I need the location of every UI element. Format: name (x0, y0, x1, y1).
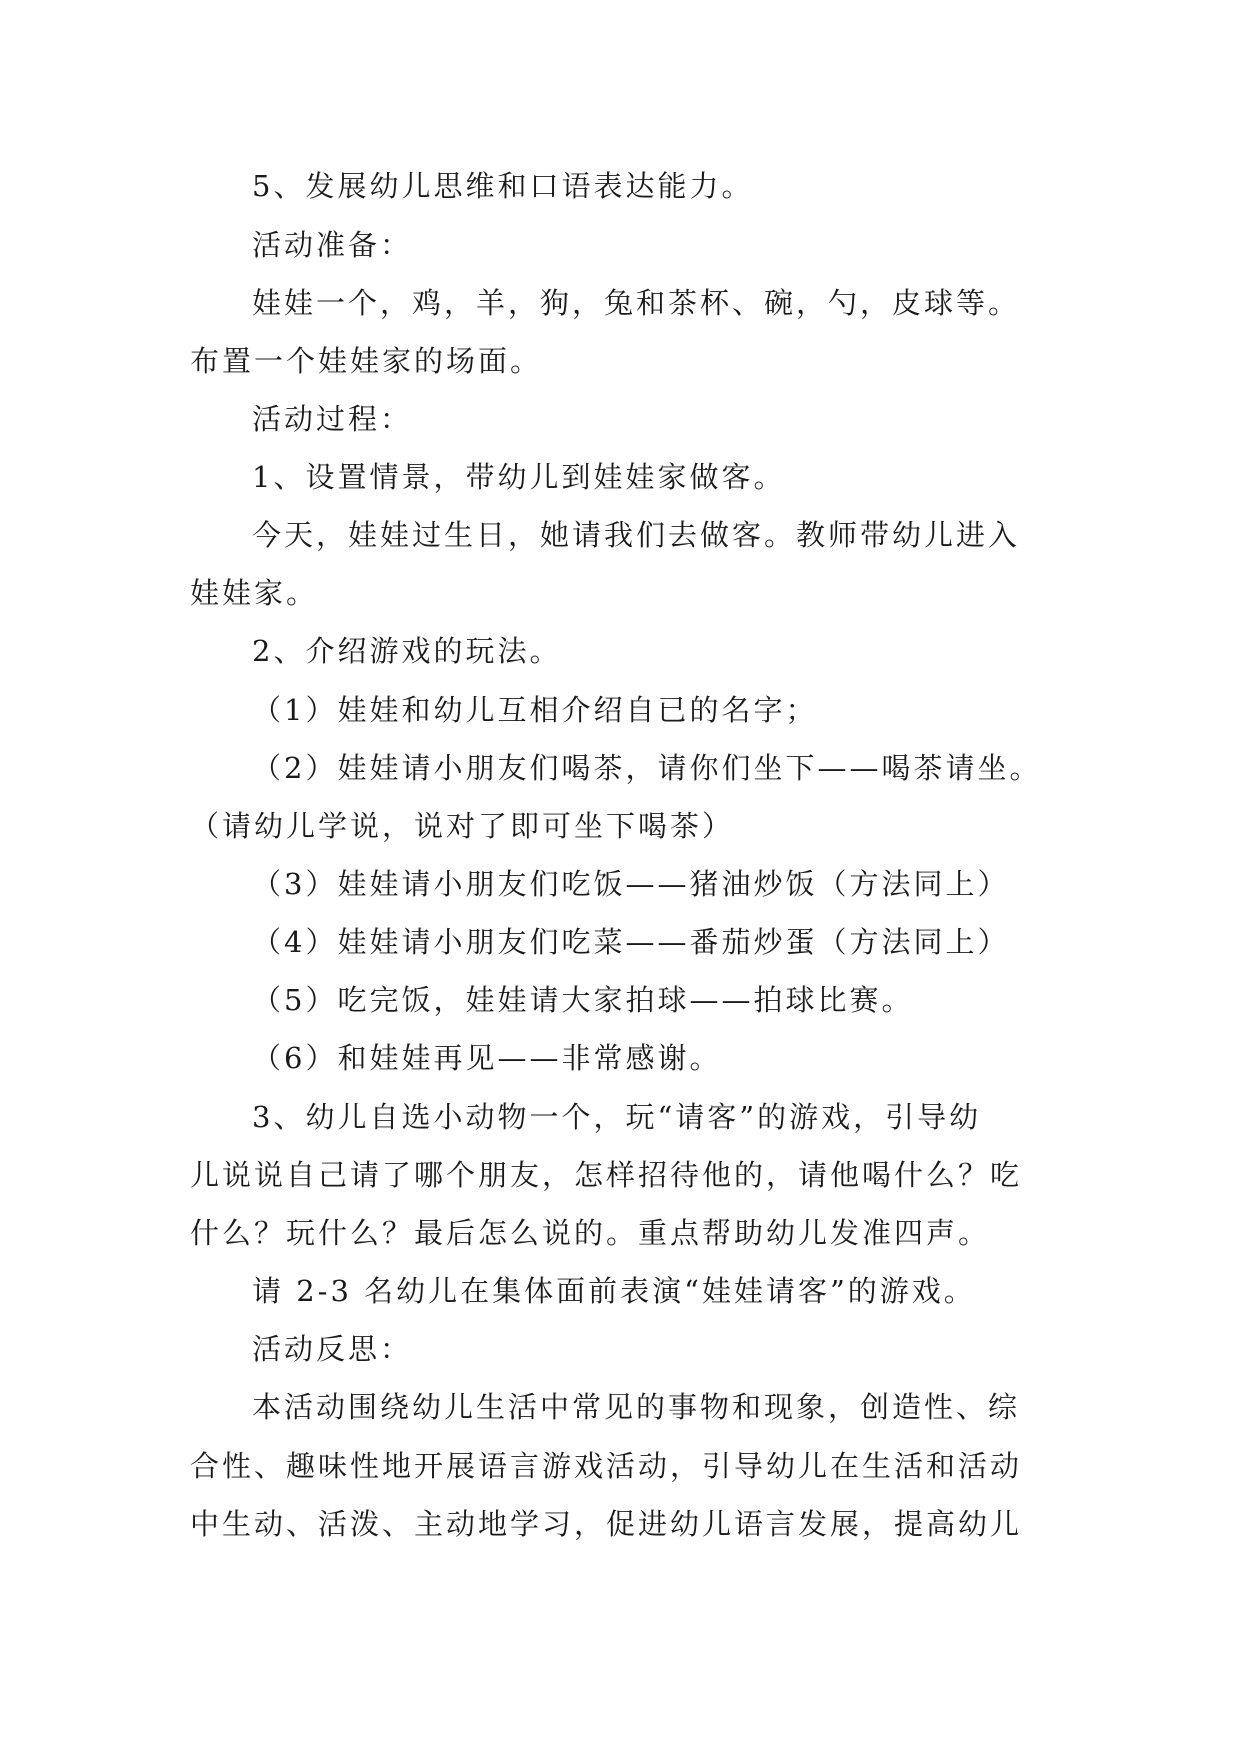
text-line: 1、设置情景，带幼儿到娃娃家做客。 (252, 460, 786, 494)
text-line: （6）和娃娃再见——非常感谢。 (252, 1041, 722, 1075)
text-line: 3、幼儿自选小动物一个，玩“请客”的游戏，引导幼 (252, 1100, 982, 1134)
text-line: 中生动、活泼、主动地学习，促进幼儿语言发展，提高幼儿 (190, 1507, 1023, 1541)
text-line: 布置一个娃娃家的场面。 (190, 344, 543, 378)
text-line: （2）娃娃请小朋友们喝茶，请你们坐下——喝茶请坐。 (252, 751, 1042, 785)
text-line: 2、介绍游戏的玩法。 (252, 634, 562, 668)
text-line: 儿说说自己请了哪个朋友，怎样招待他的，请他喝什么？吃 (190, 1158, 1023, 1192)
text-line: 今天，娃娃过生日，她请我们去做客。教师带幼儿进入 (252, 518, 1021, 552)
text-line: （1）娃娃和幼儿互相介绍自已的名字； (252, 693, 818, 727)
section-heading: 活动过程： (252, 402, 413, 436)
text-line: 5、发展幼儿思维和口语表达能力。 (252, 169, 754, 203)
text-line: （请幼儿学说，说对了即可坐下喝茶） (190, 809, 735, 843)
text-line: 娃娃家。 (190, 576, 319, 610)
text-line: 本活动围绕幼儿生活中常见的事物和现象，创造性、综 (252, 1390, 1021, 1424)
text-line: 请 2-3 名幼儿在集体面前表演“娃娃请客”的游戏。 (252, 1274, 976, 1308)
text-line: 娃娃一个，鸡，羊，狗，兔和茶杯、碗，勺，皮球等。 (252, 286, 1021, 320)
text-line: （5）吃完饭，娃娃请大家拍球——拍球比赛。 (252, 983, 914, 1017)
text-line: 合性、趣味性地开展语言游戏活动，引导幼儿在生活和活动 (190, 1449, 1023, 1483)
text-line: 什么？玩什么？最后怎么说的。重点帮助幼儿发准四声。 (190, 1216, 991, 1250)
text-line: （3）娃娃请小朋友们吃饭——猪油炒饭（方法同上） (252, 867, 1010, 901)
text-line: （4）娃娃请小朋友们吃菜——番茄炒蛋（方法同上） (252, 925, 1010, 959)
section-heading: 活动准备： (252, 228, 413, 262)
section-heading: 活动反思： (252, 1332, 413, 1366)
